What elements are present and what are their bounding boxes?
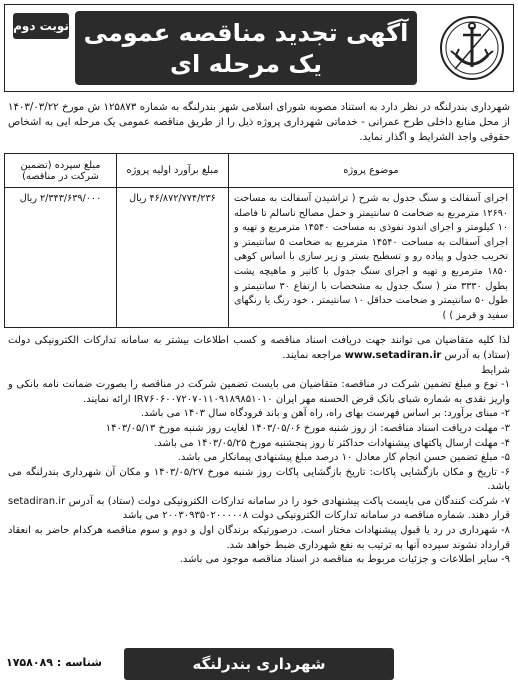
- header-estimate: مبلغ برآورد اولیه پروژه: [116, 154, 228, 188]
- notice-id-label: شناسه :: [56, 656, 102, 669]
- condition-item: ۹- سایر اطلاعات و جزئیات مربوط به مناقصه در اسناد مناقصه موجود می باشد.: [179, 554, 510, 566]
- notice-footer: [4, 646, 514, 682]
- table-row: [5, 188, 514, 328]
- condition-item: ۷- شرکت کنندگان می بایست پاکت پیشنهادی خود را در سامانه تدارکات الکترونیکی دولت (ستاد) به آدرس setadiran.ir قرار دهند. شماره مناقصه در سامانه تدارکات الکترونیکی دولت ۲۰۰۳۰۹۳۵۰۲۰۰۰۰۰۸ می باشد: [8, 495, 510, 522]
- conditions-section: [4, 334, 514, 568]
- project-estimate: ۴۶/۸۷۲/۷۷۴/۲۳۶ ریال: [116, 188, 228, 328]
- condition-item: ۸- شهرداری در رد یا قبول پیشنهادات مختار است. درصورتیکه برندگان اول و دوم و سوم مناقصه هرکدام حاضر به انعقاد قرارداد نشوند سپرده آنها به ترتیب به نفع شهرداری ضبط خواهد شد.: [8, 525, 510, 551]
- access-note-end: مراجعه نمایند.: [282, 349, 342, 361]
- conditions-title: شرایط: [481, 364, 510, 376]
- header-deposit: مبلغ سپرده (تضمین شرکت در مناقصه): [5, 154, 117, 188]
- project-deposit: ۲/۳۴۳/۶۳۹/۰۰۰ ریال: [5, 188, 117, 328]
- round-badge: نوبت دوم: [13, 13, 69, 39]
- condition-item: ۴- مهلت ارسال پاکتهای پیشنهادات حداکثر تا روز پنجشنبه مورخ ۱۴۰۳/۰۵/۲۵ می باشد.: [154, 437, 510, 449]
- table-header-row: [5, 154, 514, 188]
- notice-id-value: ۱۷۵۸۰۸۹: [6, 656, 53, 669]
- notice-title: [75, 11, 417, 85]
- condition-item: ۳- مهلت دریافت اسناد مناقصه: از روز شنبه مورخ ۱۴۰۳/۰۵/۰۶ لغایت روز شنبه مورخ ۱۴۰۳/۰۵/۱۳: [105, 422, 510, 434]
- access-note-text: لذا کلیه متقاضیان می توانند جهت دریافت اسناد مناقصه و کسب اطلاعات بیشتر به سامانه تدارکات الکترونیکی دولت (ستاد) به آدرس: [8, 335, 510, 361]
- project-subject: اجرای آسفالت و سنگ جدول به شرح ( تراشیدن آسفالت به مساحت ۱۲۶۹۰ مترمربع به ضخامت ۵ سانتیمتر و حمل مصالح ناسالم تا فاصله ۱۰ کیلومتر و اجرای اندود نفوذی به مساحت ۱۴۵۴۰ مترمربع و تهیه و اجرای آسفالت به مساحت ۱۴۵۴۰ مترمربع به ضخامت ۵ سانتیمتر و تخریب جدول و پیاده رو و تسطیح بستر و زیر سازی با اساس کوهی ۱۸۵۰ مترمربع و تهیه و اجرای سنگ جدول با کاتیر و ماهیچه پشت بطول ۳۳۳۰ متر ( سنگ جدول به مشخصات با ارتفاع ۳۰ سانتیمتر و طول ۵۰ سانتیمتر و ضخامت حداقل ۱۰ سانتیمتر ، خود رنگ یا رنگهای سفید و قرمز ) ): [228, 188, 513, 328]
- condition-item: ۵- مبلغ تضمین حسن انجام کار معادل ۱۰ درصد مبلغ پیشنهادی پیمانکار می باشد.: [177, 452, 510, 464]
- header-subject: موضوع پروژه: [228, 154, 513, 188]
- intro-paragraph: شهرداری بندرلنگه در نظر دارد به استناد مصوبه شورای اسلامی شهر بندرلنگه به شماره ۱۲۵۸۷۳ ش مورخ ۱۴۰۳/۰۳/۲۲ از محل منابع داخلی طرح عمرانی - خدماتی شهرداری پروژه ذیل را از طریق مناقصه عمومی یک مرحله ایی به اشخاص حقوقی واجد الشرایط و اگذار نماید.: [8, 102, 510, 143]
- condition-item: ۲- مبنای برآورد: بر اساس فهرست بهای راه، راه آهن و باند فرودگاه سال ۱۴۰۳ می باشد.: [140, 408, 510, 420]
- anchor-emblem-icon: [437, 11, 507, 85]
- access-note: [8, 334, 510, 363]
- setad-link[interactable]: www.setadiran.ir: [344, 349, 442, 361]
- project-table: [4, 153, 514, 328]
- signature-box: شهرداری بندرلنگه: [124, 648, 394, 680]
- title-line-1: آگهی تجدید مناقصه عمومی: [83, 19, 409, 47]
- condition-item: ۱- نوع و مبلغ تضمین شرکت در مناقصه: متقاضیان می بایست تضمین شرکت در مناقصه را بصورت ضمانت نامه بانکی و واریز نقدی به شماره شبای بانک قرض الحسنه مهر ایران IR۷۶۰۶۰۰۷۲۰۷۰۱۱۰۹۱۸۹۸۵۱۰۱۰ ارائه نمایند.: [8, 379, 510, 405]
- title-line-2: یک مرحله ای: [170, 50, 322, 78]
- notice-id: [6, 656, 102, 669]
- notice-header: [4, 4, 514, 92]
- condition-item: ۶- تاریخ و مکان بازگشایی پاکات: تاریخ بازگشایی پاکات روز شنبه مورخ ۱۴۰۳/۰۵/۲۷ و مکان آن شهرداری بندرلنگه می باشد.: [8, 466, 510, 493]
